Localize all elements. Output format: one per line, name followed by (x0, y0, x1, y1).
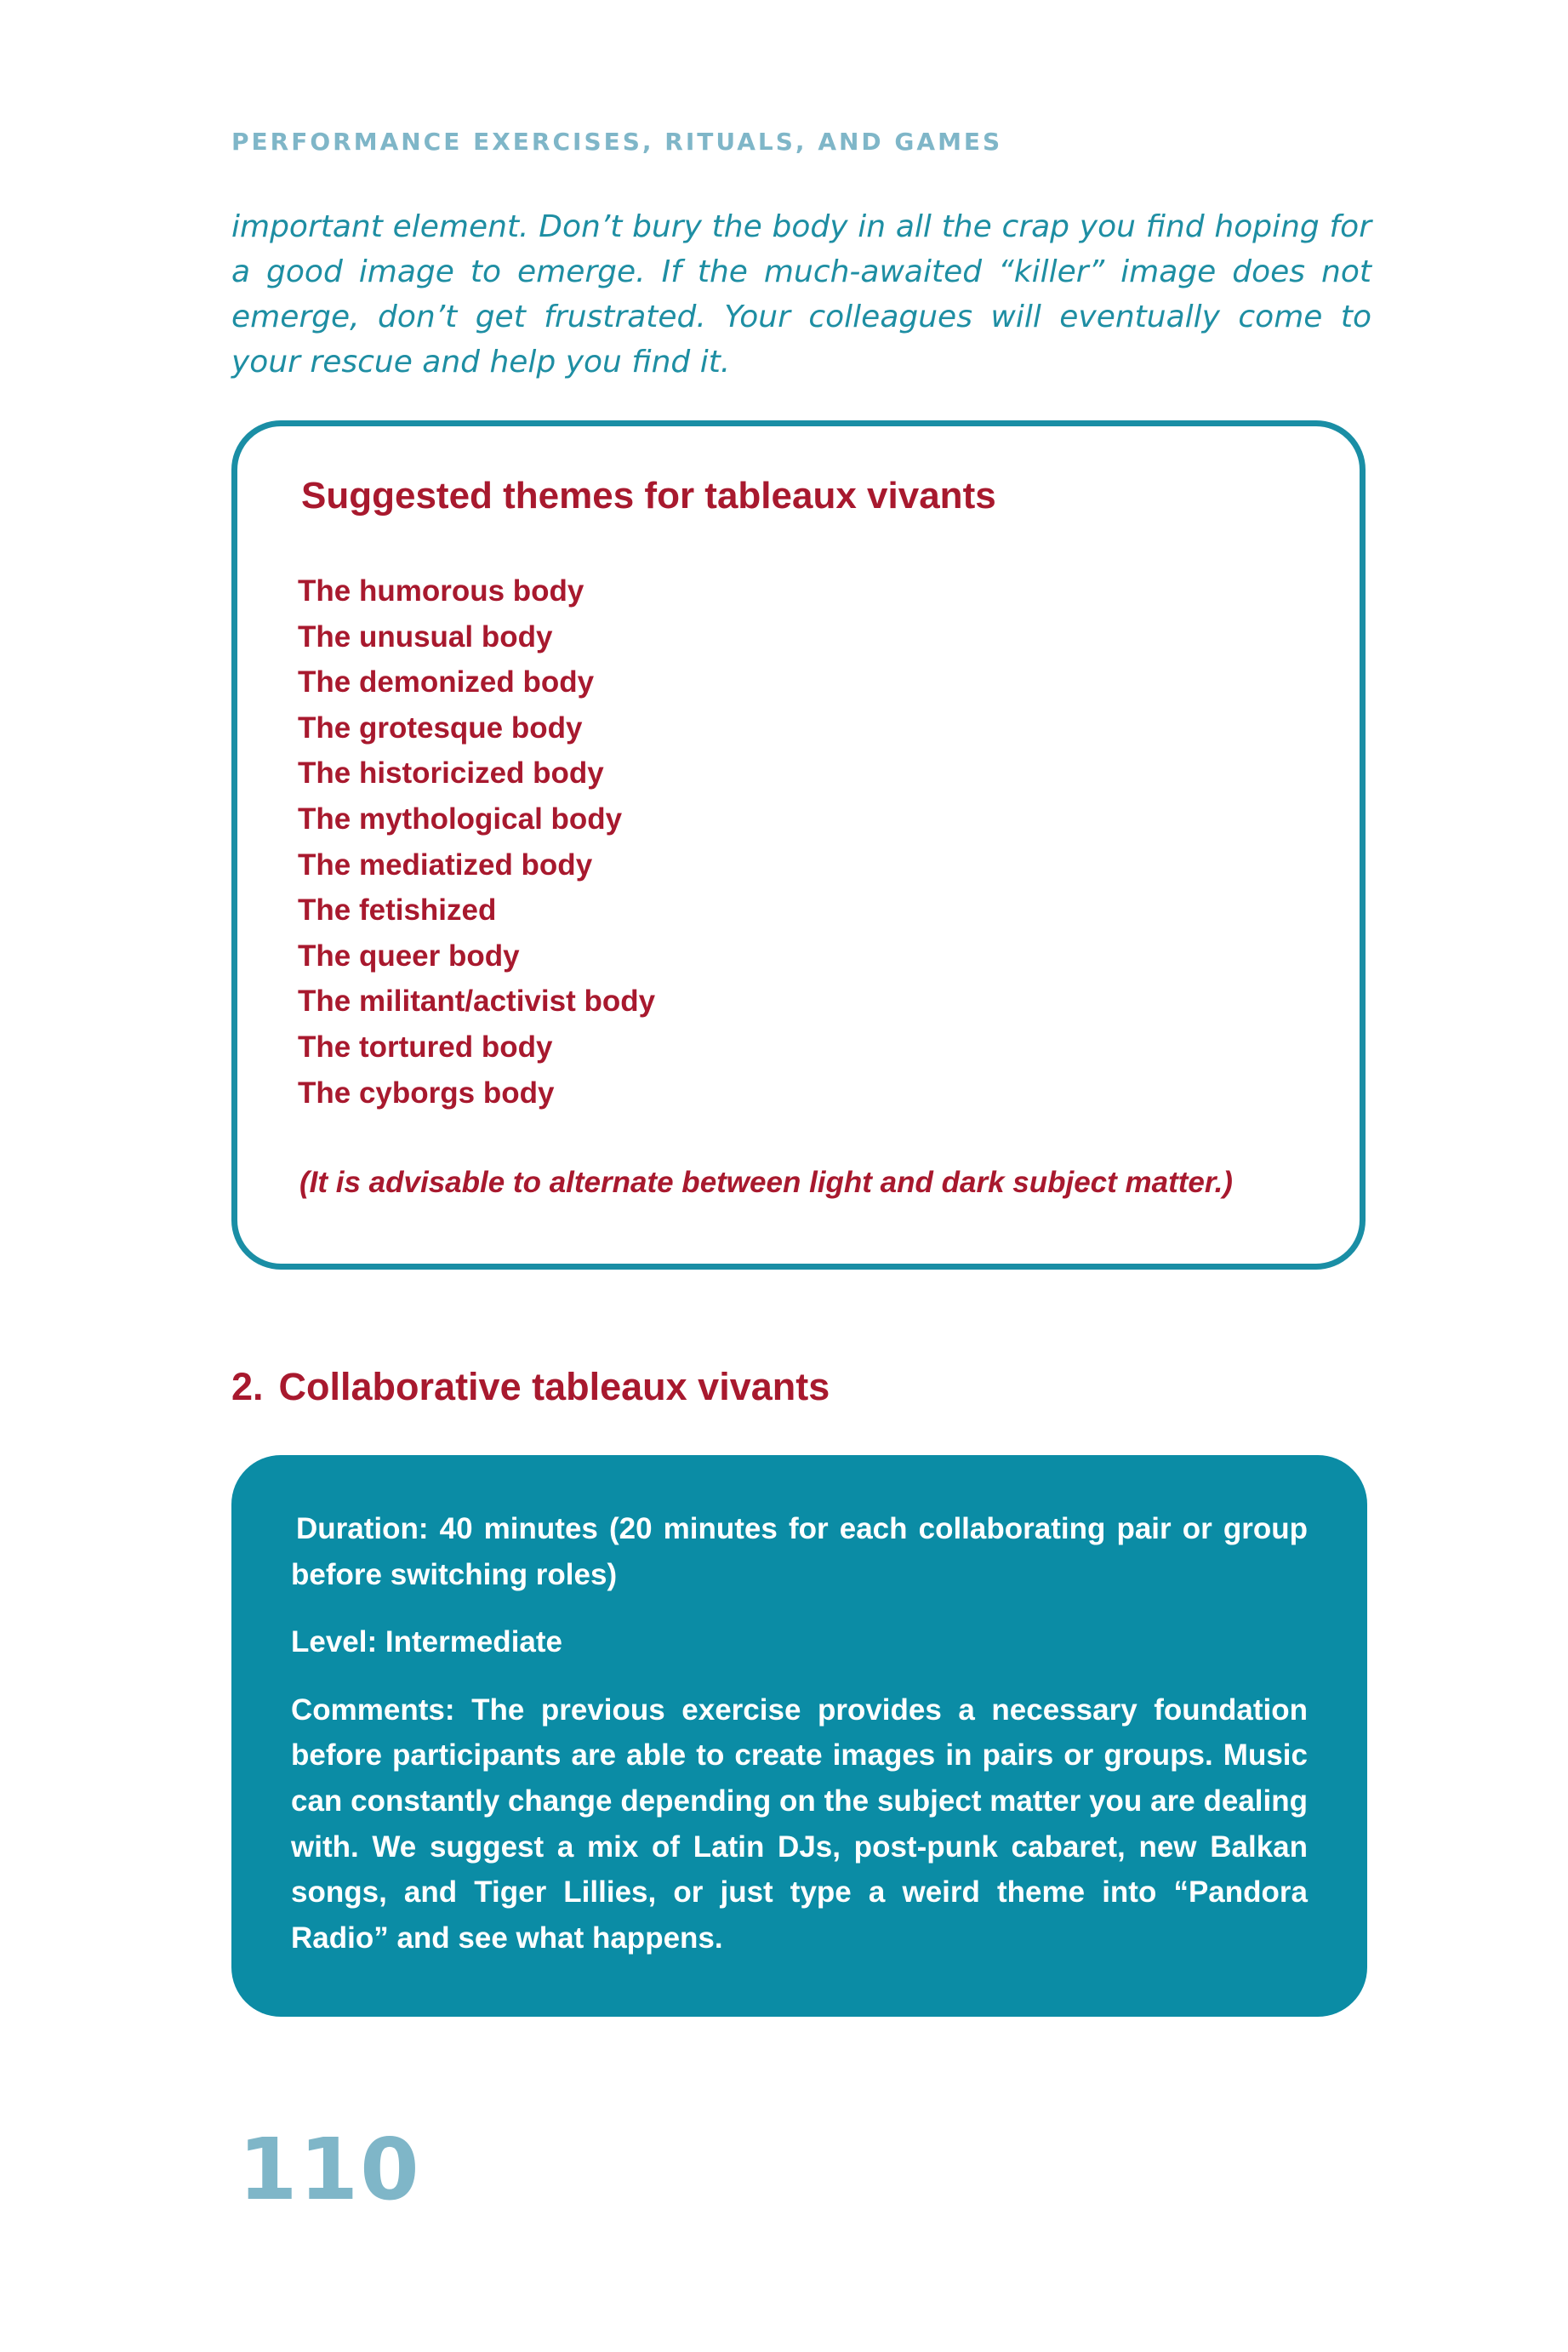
section-title: Collaborative tableaux vivants (278, 1365, 830, 1408)
theme-item: The historicized body (298, 756, 604, 791)
theme-item: The militant/activist body (298, 985, 656, 1019)
theme-item: The fetishized (298, 893, 497, 928)
theme-item: The humorous body (298, 574, 584, 608)
theme-item: The grotesque body (298, 711, 583, 745)
theme-item: The unusual body (298, 619, 553, 654)
comments-text: Comments: The previous exercise provides a necessary foundation before participants are able to create images in pairs or groups. Music can constantly change depending on the subject matter you are dealing with. We suggest a mix of Latin DJs, post-punk cabaret, new Balkan songs, and Tiger Lillies, or just type a weird theme into “Pandora Radio” and see what happens. (291, 1693, 1308, 1955)
themes-box-title: Suggested themes for tableaux vivants (301, 475, 996, 517)
theme-item: The cyborgs body (298, 1076, 555, 1110)
page-number: 110 (238, 2120, 421, 2219)
theme-item: The mythological body (298, 802, 623, 836)
theme-item: The queer body (298, 939, 520, 973)
themes-list (298, 568, 655, 1116)
section-number: 2. (231, 1365, 264, 1408)
level-text: Level: Intermediate (291, 1625, 562, 1659)
theme-item: The tortured body (298, 1030, 553, 1064)
intro-paragraph: important element. Don’t bury the body in all the crap you find hoping for a good image to emerge. If the much-awaited “killer” image does not emerge, don’t get frustrated. Your colleagues will eventually come to your rescue and help you find it. (231, 209, 1371, 380)
running-head: PERFORMANCE EXERCISES, RITUALS, AND GAMES (231, 128, 1003, 156)
exercise-info-box (231, 1455, 1367, 2017)
theme-item: The demonized body (298, 665, 595, 699)
themes-note: (It is advisable to alternate between light and dark subject matter.) (299, 1166, 1233, 1199)
duration-text: Duration: 40 minutes (20 minutes for each collaborating pair or group before switching roles) (291, 1512, 1308, 1591)
section-heading (231, 1365, 830, 1409)
theme-item: The mediatized body (298, 848, 593, 882)
